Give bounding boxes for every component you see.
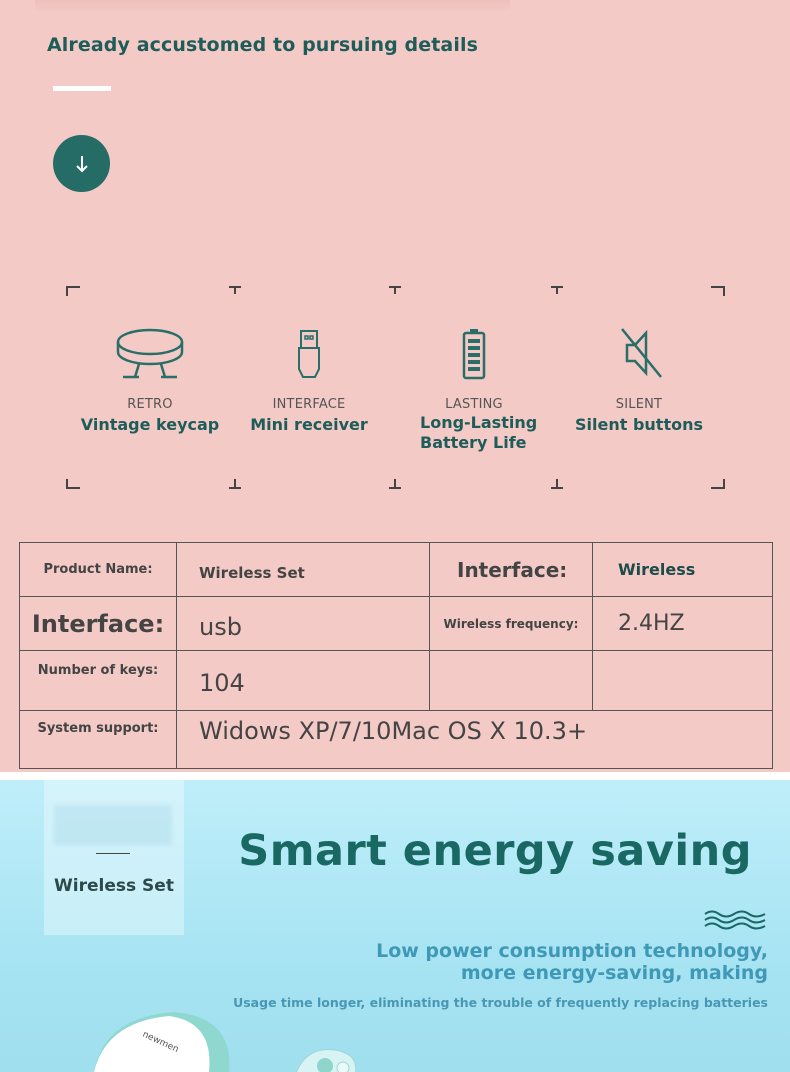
energy-title: Smart energy saving — [238, 826, 752, 876]
feature-name: Silent buttons — [575, 415, 703, 434]
mouse-image — [94, 1012, 254, 1072]
feature-name: Long-Lasting Battery Life — [420, 413, 538, 452]
feature-category: INTERFACE — [272, 397, 346, 412]
energy-subtitle-line: more energy-saving, making — [460, 962, 768, 984]
spec-label: Wireless frequency: — [430, 597, 593, 651]
feature-retro — [75, 325, 225, 435]
section-headline: Already accustomed to pursuing details — [47, 34, 478, 56]
table-row — [20, 711, 773, 769]
spec-empty-cell — [593, 651, 773, 711]
table-row — [20, 597, 773, 651]
feature-name: Mini receiver — [250, 415, 368, 434]
corner-mark — [394, 479, 396, 487]
energy-subtitle — [376, 940, 768, 984]
feature-lasting — [399, 325, 549, 453]
corner-mark — [66, 286, 80, 296]
table-row — [20, 543, 773, 597]
spec-label: Number of keys: — [20, 651, 177, 711]
usb-receiver-icon — [274, 325, 344, 381]
table-row — [20, 651, 773, 711]
corner-mark — [711, 479, 725, 489]
product-tag — [44, 780, 184, 935]
feature-interface — [234, 325, 384, 435]
energy-subtitle-line: Low power consumption technology, — [376, 940, 768, 962]
headline-underline — [53, 86, 111, 91]
scroll-down-button[interactable] — [53, 135, 110, 192]
spec-label: System support: — [20, 711, 177, 769]
energy-detail: Usage time longer, eliminating the trouble of frequently replacing batteries — [233, 995, 768, 1010]
feature-category: SILENT — [615, 397, 663, 412]
spec-value: Wireless — [593, 543, 773, 597]
waves-icon — [704, 909, 766, 931]
spec-value: Widows XP/7/10Mac OS X 10.3+ — [177, 711, 773, 769]
arrow-down-icon — [75, 154, 89, 174]
energy-section — [0, 780, 790, 1072]
corner-mark — [234, 479, 236, 487]
tag-shadow — [54, 805, 172, 845]
spec-value: usb — [177, 597, 430, 651]
corner-mark — [556, 286, 558, 294]
spec-label: Interface: — [430, 543, 593, 597]
corner-mark — [66, 479, 80, 489]
spec-table — [19, 542, 773, 769]
spec-label: Interface: — [20, 597, 177, 651]
corner-mark — [234, 286, 236, 294]
spec-empty-cell — [430, 651, 593, 711]
top-image-edge — [35, 0, 510, 12]
feature-category: RETRO — [127, 397, 173, 412]
mute-speaker-icon — [604, 325, 674, 381]
section-divider — [0, 772, 790, 780]
tag-divider — [96, 853, 130, 854]
corner-mark — [711, 286, 725, 296]
keycap-icon — [115, 325, 185, 381]
corner-mark — [394, 286, 396, 294]
spec-value: 104 — [177, 651, 430, 711]
tag-label: Wireless Set — [54, 876, 174, 896]
spec-label: Product Name: — [20, 543, 177, 597]
spec-value: 2.4HZ — [593, 597, 773, 651]
battery-icon — [439, 325, 509, 381]
mouse-brand: newmen — [140, 1029, 180, 1056]
feature-silent — [564, 325, 714, 435]
corner-mark — [556, 479, 558, 487]
receiver-image — [285, 1046, 365, 1072]
feature-name: Vintage keycap — [80, 415, 220, 434]
spec-value: Wireless Set — [177, 543, 430, 597]
feature-category: LASTING — [445, 397, 503, 412]
